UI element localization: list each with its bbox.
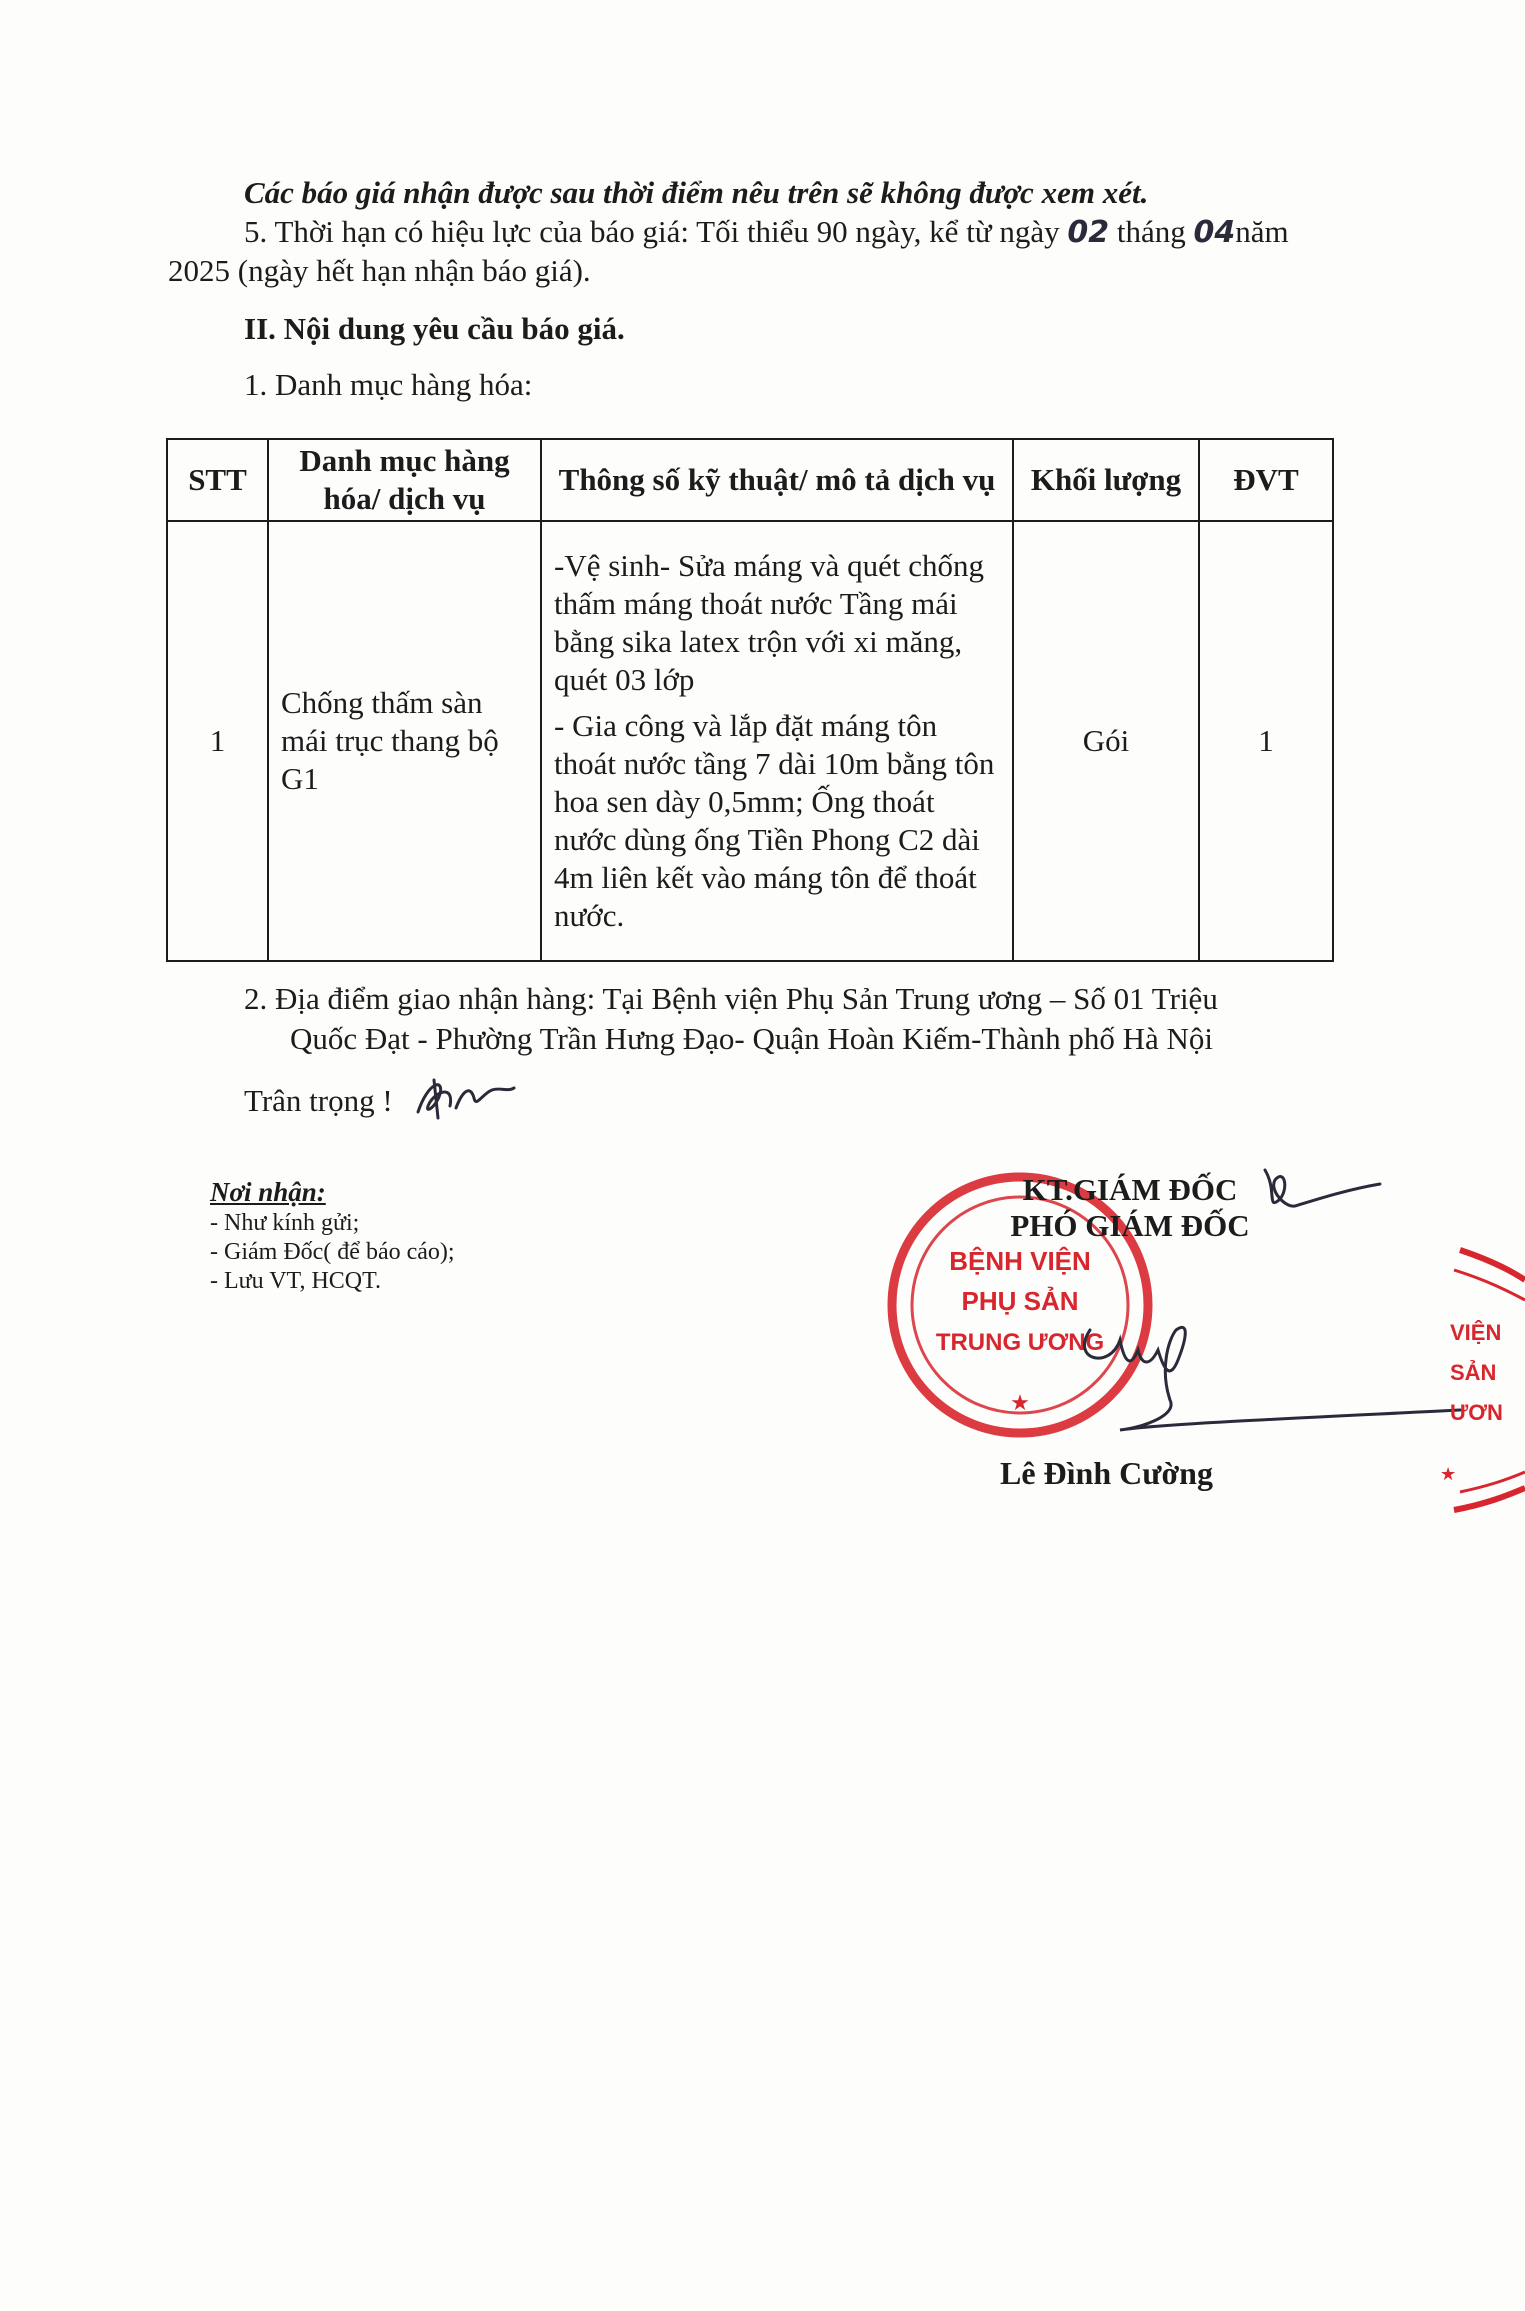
recipients-block bbox=[210, 1178, 455, 1296]
validity-line-2: 2025 (ngày hết hạn nhận báo giá). bbox=[168, 253, 591, 288]
table-header-row bbox=[167, 439, 1333, 521]
recipient-item: - Lưu VT, HCQT. bbox=[210, 1268, 381, 1294]
header-spec: Thông số kỹ thuật/ mô tả dịch vụ bbox=[541, 439, 1013, 521]
signature-title-1: KT.GIÁM ĐỐC bbox=[1022, 1172, 1238, 1207]
validity-month-handwritten: 04 bbox=[1193, 215, 1236, 250]
spec-paragraph-1: -Vệ sinh- Sửa máng và quét chống thấm máng thoát nước Tầng mái bằng sika latex trộn với xi măng, quét 03 lớp bbox=[554, 548, 985, 697]
goods-table bbox=[166, 438, 1334, 962]
validity-month-word: tháng bbox=[1116, 214, 1186, 249]
partial-stamp-icon bbox=[1440, 1240, 1525, 1530]
cell-stt: 1 bbox=[167, 521, 268, 961]
partial-stamp-text-2: SẢN bbox=[1450, 1360, 1497, 1385]
partial-stamp-text-1: VIỆN bbox=[1450, 1320, 1502, 1345]
spec-paragraph-2: - Gia công và lắp đặt máng tôn thoát nước tầng 7 dài 10m bằng tôn hoa sen dày 0,5mm; Ống thoát nước dùng ống Tiền Phong C2 dài 4m liên kết vào máng tôn để thoát nước. bbox=[554, 708, 995, 933]
cell-qty: Gói bbox=[1013, 521, 1199, 961]
table-row bbox=[167, 521, 1333, 961]
stamp-text-3: TRUNG ƯƠNG bbox=[935, 1329, 1105, 1356]
recipient-item: - Giám Đốc( để báo cáo); bbox=[210, 1239, 455, 1265]
signer-name: Lê Đình Cường bbox=[1000, 1455, 1213, 1491]
validity-year-word: năm bbox=[1235, 214, 1289, 249]
validity-day-handwritten: 02 bbox=[1067, 215, 1110, 250]
stamp-star-icon: ★ bbox=[1010, 1391, 1030, 1416]
header-stt: STT bbox=[167, 439, 268, 521]
header-unit: ĐVT bbox=[1199, 439, 1333, 521]
approval-tick-icon bbox=[1255, 1160, 1385, 1230]
goods-list-title: 1. Danh mục hàng hóa: bbox=[244, 367, 533, 402]
late-quote-notice: Các báo giá nhận được sau thời điểm nêu trên sẽ không được xem xét. bbox=[244, 175, 1149, 210]
delivery-line-1: 2. Địa điểm giao nhận hàng: Tại Bệnh viện Phụ Sản Trung ương – Số 01 Triệu bbox=[244, 981, 1218, 1016]
section-title: II. Nội dung yêu cầu báo giá. bbox=[244, 311, 625, 346]
validity-prefix: 5. Thời hạn có hiệu lực của báo giá: Tối thiểu 90 ngày, kể từ ngày bbox=[244, 214, 1060, 249]
partial-stamp-text-3: ƯƠN bbox=[1450, 1400, 1503, 1425]
recipient-item: - Như kính gửi; bbox=[210, 1210, 360, 1236]
stamp-text-2: PHỤ SẢN bbox=[961, 1286, 1079, 1316]
recipients-title: Nơi nhận: bbox=[210, 1177, 326, 1207]
header-qty: Khối lượng bbox=[1013, 439, 1199, 521]
signature-title-block bbox=[980, 1172, 1280, 1244]
cell-spec bbox=[541, 521, 1013, 961]
signature-title-2: PHÓ GIÁM ĐỐC bbox=[1010, 1208, 1250, 1243]
initial-signature-icon bbox=[410, 1072, 520, 1124]
validity-line bbox=[244, 213, 1289, 252]
header-item: Danh mục hàng hóa/ dịch vụ bbox=[268, 439, 541, 521]
cell-unit: 1 bbox=[1199, 521, 1333, 961]
stamp-text-1: BỆNH VIỆN bbox=[949, 1246, 1091, 1276]
director-signature-icon bbox=[1050, 1300, 1470, 1440]
cell-item: Chống thấm sàn mái trục thang bộ G1 bbox=[268, 521, 541, 961]
closing-text: Trân trọng ! bbox=[244, 1083, 393, 1118]
partial-stamp-star-icon: ★ bbox=[1440, 1464, 1457, 1485]
delivery-line-2: Quốc Đạt - Phường Trần Hưng Đạo- Quận Hoàn Kiếm-Thành phố Hà Nội bbox=[290, 1021, 1214, 1056]
